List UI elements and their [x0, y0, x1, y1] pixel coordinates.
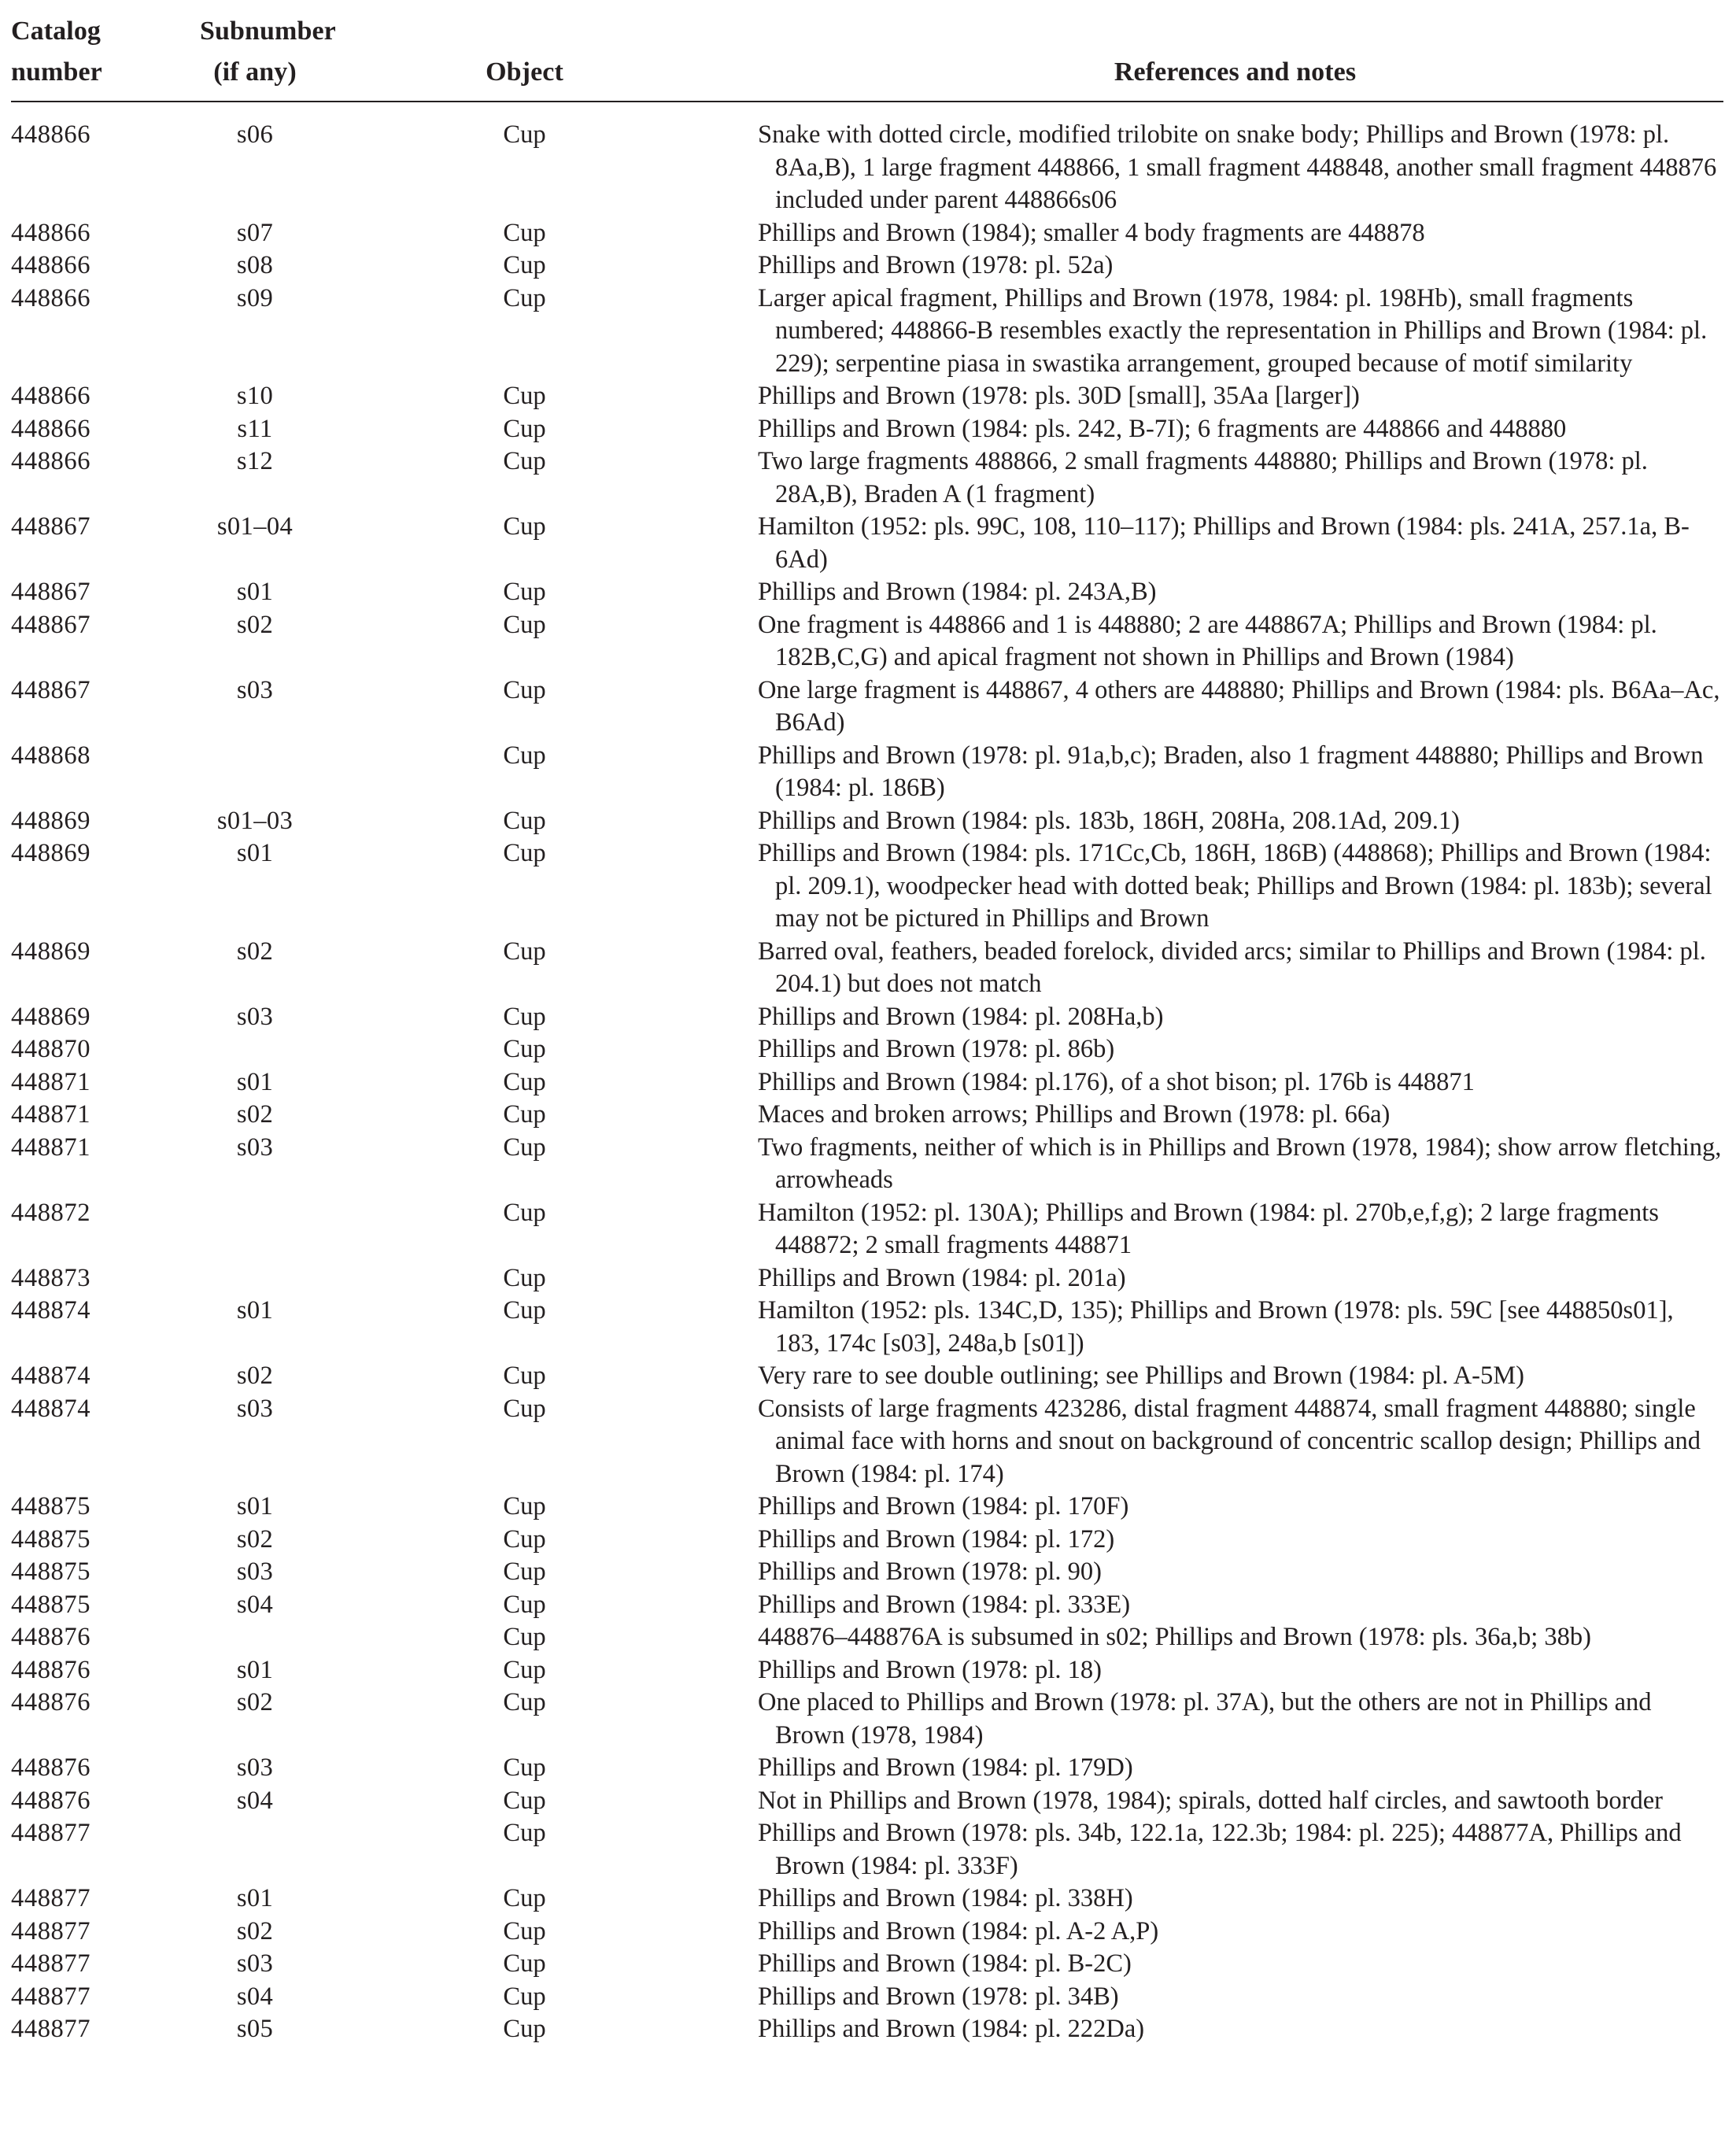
table-row — [11, 1981, 1723, 2014]
catalog-number-cell: 448867 — [11, 675, 91, 704]
table-row — [11, 1099, 1723, 1132]
references-cell: Phillips and Brown (1984: pls. 183b, 186H, 208Ha, 208.1Ad, 209.1) — [758, 806, 1460, 835]
subnumber-cell: s05 — [236, 2015, 274, 2043]
subnumber-cell: s01 — [236, 1296, 274, 1325]
catalog-number-cell: 448876 — [11, 1786, 91, 1815]
object-cell: Cup — [503, 1524, 546, 1554]
object-cell: Cup — [503, 937, 546, 966]
catalog-number-cell: 448876 — [11, 1688, 91, 1716]
references-cell: Phillips and Brown (1984); smaller 4 body fragments are 448878 — [758, 218, 1425, 247]
header-catalog-line2: number — [11, 57, 102, 87]
object-cell: Cup — [503, 1394, 546, 1423]
catalog-table-container — [11, 0, 1723, 2046]
references-cell: Very rare to see double outlining; see Phillips and Brown (1984: pl. A-5M) — [758, 1362, 1524, 1390]
references-cell: One fragment is 448866 and 1 is 448880; 2 are 448867A; Phillips and Brown (1984: pl. 182B,C,G) and apical fragment not shown in Phillips and Brown (1984) — [758, 610, 1657, 671]
catalog-number-cell: 448866 — [11, 382, 91, 410]
table-row — [11, 445, 1723, 511]
references-cell: Phillips and Brown (1984: pl. 201a) — [758, 1263, 1126, 1292]
catalog-number-cell: 448867 — [11, 512, 91, 541]
catalog-number-cell: 448871 — [11, 1132, 91, 1162]
subnumber-cell: s02 — [236, 1916, 274, 1945]
catalog-number-cell: 448876 — [11, 1623, 91, 1651]
catalog-number-cell: 448877 — [11, 1982, 91, 2011]
subnumber-cell: s09 — [236, 283, 274, 312]
subnumber-cell: s01 — [236, 1655, 274, 1684]
object-cell: Cup — [503, 382, 546, 410]
references-cell: Phillips and Brown (1984: pl. 222Da) — [758, 2015, 1145, 2043]
references-cell: Phillips and Brown (1984: pl. 172) — [758, 1524, 1115, 1554]
subnumber-cell: s03 — [236, 675, 274, 704]
object-cell: Cup — [503, 2015, 546, 2043]
subnumber-cell: s01 — [236, 1492, 274, 1520]
subnumber-cell: s10 — [236, 382, 274, 410]
table-row — [11, 511, 1723, 576]
catalog-number-cell: 448868 — [11, 741, 91, 770]
table-row — [11, 674, 1723, 740]
catalog-number-cell: 448869 — [11, 839, 91, 867]
catalog-number-cell: 448869 — [11, 1002, 91, 1031]
header-subnumber-line2: (if any) — [213, 57, 297, 87]
subnumber-cell: s02 — [236, 1524, 274, 1554]
catalog-number-cell: 448866 — [11, 414, 91, 443]
references-cell: Phillips and Brown (1984: pl. 208Ha,b) — [758, 1002, 1164, 1031]
object-cell: Cup — [503, 1982, 546, 2011]
references-cell: Not in Phillips and Brown (1978, 1984); spirals, dotted half circles, and sawtooth border — [758, 1786, 1663, 1815]
object-cell: Cup — [503, 1557, 546, 1586]
subnumber-cell: s04 — [236, 1590, 274, 1619]
header-catalog-line1: Catalog — [11, 17, 102, 46]
references-cell: Phillips and Brown (1984: pls. 171Cc,Cb, 186H, 186B) (448868); Phillips and Brown (1984: pl. 209.1), woodpecker head with dotted beak; Phillips and Brown (1984: pl. 183b); several may not be pictured in Phillips and Brown — [758, 839, 1712, 933]
object-cell: Cup — [503, 1263, 546, 1292]
catalog-number-cell: 448867 — [11, 578, 91, 606]
references-cell: Larger apical fragment, Phillips and Brown (1978, 1984: pl. 198Hb), small fragments numbered; 448866-B resembles exactly the representation in Phillips and Brown (1984: pl. 229); serpentine piasa in swastika arrangement, grouped because of motif similarity — [758, 283, 1708, 378]
subnumber-cell — [200, 1262, 310, 1295]
object-cell: Cup — [503, 251, 546, 279]
catalog-number-cell: 448877 — [11, 1949, 91, 1978]
references-cell: Phillips and Brown (1978: pl. 34B) — [758, 1982, 1119, 2011]
object-cell: Cup — [503, 1362, 546, 1390]
catalog-number-cell: 448873 — [11, 1263, 91, 1292]
subnumber-cell: s03 — [236, 1132, 274, 1162]
references-cell: Phillips and Brown (1984: pl. 243A,B) — [758, 578, 1157, 606]
catalog-number-cell: 448866 — [11, 251, 91, 279]
table-row — [11, 2013, 1723, 2046]
catalog-number-cell: 448866 — [11, 120, 91, 149]
header-catalog-number — [11, 0, 200, 102]
subnumber-cell: s03 — [236, 1002, 274, 1031]
table-row — [11, 837, 1723, 936]
subnumber-cell: s04 — [236, 1786, 274, 1815]
object-cell: Cup — [503, 1296, 546, 1325]
catalog-number-cell: 448875 — [11, 1492, 91, 1520]
table-body — [11, 102, 1723, 2046]
object-cell: Cup — [503, 283, 546, 312]
table-row — [11, 1916, 1723, 1949]
references-cell: Maces and broken arrows; Phillips and Brown (1978: pl. 66a) — [758, 1100, 1391, 1129]
object-cell: Cup — [503, 447, 546, 475]
references-cell: Phillips and Brown (1978: pl. 90) — [758, 1557, 1102, 1586]
catalog-number-cell: 448871 — [11, 1067, 91, 1096]
catalog-number-cell: 448877 — [11, 1916, 91, 1945]
catalog-number-cell: 448874 — [11, 1296, 91, 1325]
object-cell: Cup — [503, 120, 546, 149]
object-cell: Cup — [503, 1492, 546, 1520]
object-cell: Cup — [503, 675, 546, 704]
header-row — [11, 0, 1723, 102]
references-cell: Phillips and Brown (1984: pl. 333E) — [758, 1590, 1131, 1619]
table-row — [11, 1817, 1723, 1883]
table-row — [11, 1001, 1723, 1034]
subnumber-cell — [200, 1621, 310, 1654]
table-row — [11, 1066, 1723, 1099]
table-row — [11, 1033, 1723, 1066]
table-row — [11, 1262, 1723, 1295]
table-row — [11, 1360, 1723, 1393]
subnumber-cell: s02 — [236, 1100, 274, 1129]
references-cell: Phillips and Brown (1978: pls. 30D [small], 35Aa [larger]) — [758, 382, 1360, 410]
object-cell: Cup — [503, 1132, 546, 1162]
object-cell: Cup — [503, 839, 546, 867]
references-cell: Two large fragments 488866, 2 small fragments 448880; Phillips and Brown (1978: pl. 28A,B), Braden A (1 fragment) — [758, 447, 1648, 508]
object-cell: Cup — [503, 1753, 546, 1782]
references-cell: Hamilton (1952: pl. 130A); Phillips and Brown (1984: pl. 270b,e,f,g); 2 large fragments 448872; 2 small fragments 448871 — [758, 1198, 1659, 1259]
table-row — [11, 1491, 1723, 1524]
object-cell: Cup — [503, 1100, 546, 1129]
subnumber-cell — [200, 1817, 310, 1883]
object-cell: Cup — [503, 1688, 546, 1716]
object-cell: Cup — [503, 1916, 546, 1945]
table-row — [11, 1556, 1723, 1589]
references-cell: Phillips and Brown (1984: pl.176), of a shot bison; pl. 176b is 448871 — [758, 1067, 1475, 1096]
table-row — [11, 249, 1723, 283]
table-row — [11, 1883, 1723, 1916]
header-subnumber — [200, 0, 336, 102]
object-cell: Cup — [503, 512, 546, 541]
references-cell: Hamilton (1952: pls. 134C,D, 135); Phillips and Brown (1978: pls. 59C [see 448850s01], 183, 174c [s03], 248a,b [s01]) — [758, 1296, 1674, 1358]
catalog-number-cell: 448877 — [11, 1819, 91, 1847]
references-cell: Phillips and Brown (1978: pls. 34b, 122.1a, 122.3b; 1984: pl. 225); 448877A, Phillips and Brown (1984: pl. 333F) — [758, 1819, 1682, 1880]
subnumber-cell: s01 — [236, 1067, 274, 1096]
references-cell: Phillips and Brown (1984: pl. 170F) — [758, 1492, 1129, 1520]
table-row — [11, 1132, 1723, 1197]
table-row — [11, 1752, 1723, 1785]
references-cell: Phillips and Brown (1978: pl. 91a,b,c); Braden, also 1 fragment 448880; Phillips and Brown (1984: pl. 186B) — [758, 741, 1704, 802]
subnumber-cell: s04 — [236, 1982, 274, 2011]
subnumber-cell: s01 — [236, 578, 274, 606]
references-cell: Phillips and Brown (1978: pl. 52a) — [758, 251, 1114, 279]
table-row — [11, 1948, 1723, 1981]
subnumber-cell — [200, 740, 310, 805]
object-cell: Cup — [503, 1035, 546, 1063]
references-cell: Barred oval, feathers, beaded forelock, divided arcs; similar to Phillips and Brown (1984: pl. 204.1) but does not match — [758, 937, 1706, 998]
catalog-number-cell: 448869 — [11, 806, 91, 835]
table-row — [11, 609, 1723, 674]
references-cell: Phillips and Brown (1978: pl. 18) — [758, 1655, 1102, 1684]
header-object: Object — [310, 0, 739, 102]
references-cell: Phillips and Brown (1984: pls. 242, B-7I); 6 fragments are 448866 and 448880 — [758, 414, 1567, 443]
subnumber-cell: s06 — [236, 120, 274, 149]
references-cell: One placed to Phillips and Brown (1978: pl. 37A), but the others are not in Phillips and Brown (1978, 1984) — [758, 1688, 1652, 1750]
subnumber-cell: s01 — [236, 839, 274, 867]
catalog-number-cell: 448874 — [11, 1362, 91, 1390]
catalog-number-cell: 448866 — [11, 447, 91, 475]
catalog-number-cell: 448877 — [11, 1884, 91, 1912]
table-row — [11, 380, 1723, 413]
table-row — [11, 1654, 1723, 1687]
table-row — [11, 740, 1723, 805]
catalog-number-cell: 448874 — [11, 1394, 91, 1423]
subnumber-cell: s03 — [236, 1557, 274, 1586]
subnumber-cell: s01–04 — [216, 512, 294, 541]
references-cell: Phillips and Brown (1978: pl. 86b) — [758, 1035, 1115, 1063]
catalog-table — [11, 0, 1723, 2046]
object-cell: Cup — [503, 1786, 546, 1815]
subnumber-cell — [200, 1033, 310, 1066]
catalog-number-cell: 448875 — [11, 1590, 91, 1619]
subnumber-cell: s02 — [236, 1688, 274, 1716]
object-cell: Cup — [503, 1655, 546, 1684]
subnumber-cell: s03 — [236, 1394, 274, 1423]
catalog-number-cell: 448876 — [11, 1753, 91, 1782]
object-cell: Cup — [503, 1590, 546, 1619]
subnumber-cell: s01 — [236, 1884, 274, 1912]
table-row — [11, 936, 1723, 1001]
table-row — [11, 1524, 1723, 1557]
table-row — [11, 217, 1723, 250]
table-row — [11, 283, 1723, 381]
object-cell: Cup — [503, 1002, 546, 1031]
object-cell: Cup — [503, 806, 546, 835]
catalog-number-cell: 448867 — [11, 610, 91, 639]
references-cell: Two fragments, neither of which is in Phillips and Brown (1978, 1984); show arrow fletching, arrowheads — [758, 1132, 1722, 1194]
references-cell: Consists of large fragments 423286, distal fragment 448874, small fragment 448880; single animal face with horns and snout on background of concentric scallop design; Phillips and Brown (1984: pl. 174) — [758, 1394, 1701, 1488]
table-row — [11, 1687, 1723, 1752]
object-cell: Cup — [503, 1819, 546, 1847]
table-row — [11, 805, 1723, 838]
table-row — [11, 1197, 1723, 1262]
catalog-number-cell: 448872 — [11, 1198, 91, 1227]
object-cell: Cup — [503, 1198, 546, 1227]
table-row — [11, 1785, 1723, 1818]
table-row — [11, 1295, 1723, 1360]
object-cell: Cup — [503, 1949, 546, 1978]
object-cell: Cup — [503, 1067, 546, 1096]
object-cell: Cup — [503, 1623, 546, 1651]
references-cell: Phillips and Brown (1984: pl. 179D) — [758, 1753, 1133, 1782]
references-cell: Phillips and Brown (1984: pl. 338H) — [758, 1884, 1133, 1912]
table-row — [11, 413, 1723, 446]
references-cell: Hamilton (1952: pls. 99C, 108, 110–117); Phillips and Brown (1984: pls. 241A, 257.1a, B-6Ad) — [758, 512, 1690, 574]
subnumber-cell: s03 — [236, 1949, 274, 1978]
catalog-number-cell: 448871 — [11, 1100, 91, 1129]
table-row — [11, 576, 1723, 609]
catalog-number-cell: 448876 — [11, 1655, 91, 1684]
object-cell: Cup — [503, 414, 546, 443]
subnumber-cell: s11 — [237, 414, 273, 443]
subnumber-cell: s03 — [236, 1753, 274, 1782]
object-cell: Cup — [503, 1884, 546, 1912]
catalog-number-cell: 448877 — [11, 2015, 91, 2043]
catalog-number-cell: 448875 — [11, 1524, 91, 1554]
catalog-number-cell: 448866 — [11, 283, 91, 312]
subnumber-cell: s02 — [236, 1362, 274, 1390]
header-subnumber-line1: Subnumber — [200, 17, 336, 46]
references-cell: 448876–448876A is subsumed in s02; Phillips and Brown (1978: pls. 36a,b; 38b) — [758, 1623, 1591, 1651]
object-cell: Cup — [503, 578, 546, 606]
subnumber-cell: s08 — [236, 251, 274, 279]
references-cell: Snake with dotted circle, modified trilobite on snake body; Phillips and Brown (1978: pl. 8Aa,B), 1 large fragment 448866, 1 small fragment 448848, another small fragment 448876 included under parent 448866s06 — [758, 120, 1717, 214]
header-references: References and notes — [739, 0, 1723, 102]
object-cell: Cup — [503, 610, 546, 639]
references-cell: One large fragment is 448867, 4 others are 448880; Phillips and Brown (1984: pls. B6Aa–Ac, B6Ad) — [758, 675, 1720, 737]
subnumber-cell: s02 — [236, 610, 274, 639]
subnumber-cell — [200, 1197, 310, 1262]
table-row — [11, 102, 1723, 217]
catalog-number-cell: 448869 — [11, 937, 91, 966]
catalog-number-cell: 448875 — [11, 1557, 91, 1586]
object-cell: Cup — [503, 218, 546, 247]
subnumber-cell: s07 — [236, 218, 274, 247]
table-row — [11, 1621, 1723, 1654]
table-row — [11, 1393, 1723, 1491]
catalog-number-cell: 448866 — [11, 218, 91, 247]
catalog-number-cell: 448870 — [11, 1035, 91, 1063]
table-header — [11, 0, 1723, 102]
references-cell: Phillips and Brown (1984: pl. A-2 A,P) — [758, 1916, 1159, 1945]
references-cell: Phillips and Brown (1984: pl. B-2C) — [758, 1949, 1132, 1978]
table-row — [11, 1589, 1723, 1622]
object-cell: Cup — [503, 741, 546, 770]
subnumber-cell: s01–03 — [216, 806, 294, 835]
subnumber-cell: s12 — [236, 447, 274, 475]
subnumber-cell: s02 — [236, 937, 274, 966]
